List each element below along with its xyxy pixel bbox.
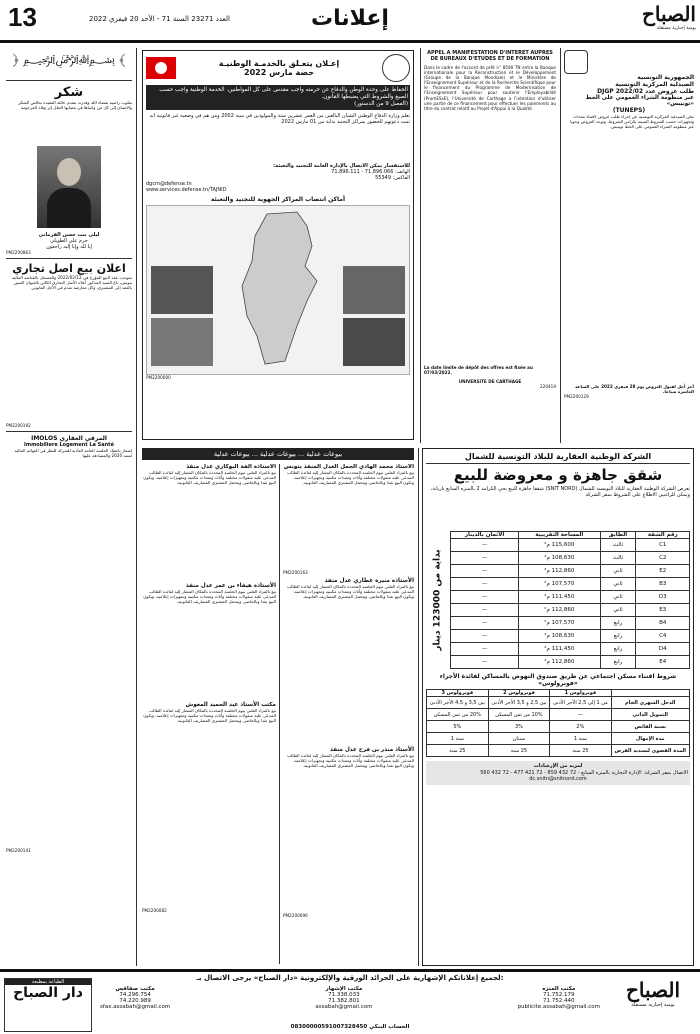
snit-company: الشركة الوطنية العقارية للبلاد التونسية للشمال xyxy=(426,452,690,464)
table-row xyxy=(451,617,690,630)
military-photo xyxy=(343,266,405,314)
imolos-subtitle: Immobiliere Logement La Santé xyxy=(24,442,114,449)
calligraphy-verse: ﴿ ﷽ ﴾ xyxy=(6,50,132,81)
table-cell: — xyxy=(451,539,519,552)
military-lead: الحفاظ على وحدة الوطن والدفاع عن حرمته واجب مقدس على كل المواطنين. الخدمة الوطنية واجب حسب الصيغ والشروط التي يضبطها القانون. (الفصل 9 من الدستور) xyxy=(146,85,410,110)
table-cell: — xyxy=(451,604,519,617)
table-cell: B4 xyxy=(636,617,690,630)
appel-title: APPEL A MANIFESTATION D'INTERET AUPRES DE BUREAUX D'ETUDES ET DE FORMATION xyxy=(427,50,553,62)
footer-headline: لجميع إعلاناتكم الإشهارية على الجرائد الورقية والإلكترونية «دار الصباح» يرجى الاتصال بـ: xyxy=(196,974,504,982)
tuneps-ref: PM2200129 xyxy=(564,394,589,400)
table-cell: ثاني xyxy=(600,565,636,578)
table-row xyxy=(427,697,690,709)
table-cell: 20% من ثمن المسكن xyxy=(427,709,489,721)
table-cell: المدة القصوى لتسديد القرض xyxy=(611,745,689,757)
table-cell: سنتان xyxy=(488,733,550,745)
snit-units-table xyxy=(450,531,690,669)
footer-ad xyxy=(0,969,700,1034)
table-cell: رابع xyxy=(600,643,636,656)
snit-contact: لمزيد من الإرشادات الاتصال بمقر الشركة: الإدارة التجارية بالمنزه السابع - 72 432 859 - 72 421 477 - 72 432 560 dc.snitn@snitnord.com xyxy=(426,761,690,785)
table-header: فوبرولوس 1 xyxy=(550,690,611,697)
table-cell: ثاني xyxy=(600,604,636,617)
appel-deadline: La date limite de dépôt des offres est fixée au 07/03/2022. xyxy=(424,365,533,376)
table-cell: بين 2,5 و 3,5 الأجر الأدنى xyxy=(488,697,550,709)
table-cell: E3 xyxy=(636,604,690,617)
table-cell: — xyxy=(451,617,519,630)
military-service-ad xyxy=(142,50,414,440)
table-cell: 108,630 م² xyxy=(519,630,600,643)
table-row xyxy=(451,552,690,565)
table-row xyxy=(451,630,690,643)
table-cell: 25 سنة xyxy=(488,745,550,757)
table-cell: — xyxy=(550,709,611,721)
military-map-title: أماكن انتصاب المراكز الجهوية للتجنيد والتعبئة xyxy=(210,196,346,203)
sale-notice-body: بموجب عقد البيع المؤرخ في 2022/02/12 والمسجل بالقباضة المالية بتونس، باع السيد المذكور أعلاه الأصل التجاري الكائن بالعنوان المبين بالعقد إلى المشتري، وكل معارضة تقدم في الأجل القانوني xyxy=(11,275,132,291)
table-cell: — xyxy=(451,643,519,656)
imolos-body: إشعار بانعقاد الجلسة العامة العادية للشركة للنظر في القوائم المالية لسنة 2020 والمصادقة عليها xyxy=(14,448,132,459)
tuneps-subject2: عبر منظومة الشراء العمومي على الخط «تونيبس» xyxy=(585,95,694,107)
judicial-ad-body: بيع بالمزاد العلني بيوم الجلسة المحددة بالمكان المشار إليه لفائدة الطالب المدعى عليه منقولات مختلفة وأثاث ومعدات مكتبية وتجهيزات إعلامية، ويكون البيع نقدا وبالحاضر، ويتحمل المشتري المصاريف القانونية. xyxy=(143,708,276,724)
table-cell: 25 سنة xyxy=(427,745,489,757)
masthead-logo xyxy=(600,2,696,36)
snit-ad xyxy=(422,448,694,966)
section-title: إعلانات xyxy=(311,6,389,31)
pharmacy-logo-icon xyxy=(564,50,588,74)
table-cell: C1 xyxy=(636,539,690,552)
table-cell: 5% xyxy=(427,721,489,733)
table-header: رقم الشقة xyxy=(636,532,690,539)
judicial-ad-ref: PM2200163 xyxy=(283,570,308,575)
judicial-ad-body: بيع بالمزاد العلني بيوم الجلسة المحددة بالمكان المشار إليه لفائدة الطالب المدعى عليه منقولات مختلفة وأثاث ومعدات مكتبية وتجهيزات إعلامية، ويكون البيع نقدا وبالحاضر، ويتحمل المشتري المصاريف القانونية. xyxy=(287,753,414,769)
judicial-ad-title: مكتب الأستاذ عبد الحميد المغوش xyxy=(185,702,276,708)
judicial-ad-title: الأستاذ منذر بن فرح عدل منفذ xyxy=(330,747,414,754)
left-column xyxy=(6,50,132,965)
table-header: المساحة التقريبية xyxy=(519,532,600,539)
table-cell: 25 سنة xyxy=(550,745,611,757)
table-cell: E4 xyxy=(636,656,690,669)
table-cell: ثاني xyxy=(600,591,636,604)
page-number: 13 xyxy=(8,2,37,32)
footer-logo-left: الطباعة بمطبعة دار الصباح xyxy=(4,978,92,1032)
tuneps-notice xyxy=(564,50,694,440)
table-cell: رابع xyxy=(600,630,636,643)
table-cell: 107,570 م² xyxy=(519,617,600,630)
judicial-ad-body: بيع بالمزاد العلني بيوم الجلسة المحددة بالمكان المشار إليه لفائدة الطالب المدعى عليه منقولات مختلفة وأثاث ومعدات مكتبية وتجهيزات إعلامية، ويكون البيع نقدا وبالحاضر، ويتحمل المشتري المصاريف القانونية. xyxy=(287,584,414,600)
table-row xyxy=(427,745,690,757)
ministry-emblem-icon xyxy=(382,54,410,82)
sale-notice xyxy=(6,262,132,428)
judicial-ad-body: بيع بالمزاد العلني بيوم الجلسة المحددة بالمكان المشار إليه لفائدة الطالب المدعى عليه منقولات مختلفة وأثاث ومعدات مكتبية وتجهيزات إعلامية، ويكون البيع نقدا وبالحاضر، ويتحمل المشتري المصاريف القانونية. xyxy=(143,470,276,486)
judicial-ad-title: الأستاذة ألفة البوكاري عدل منفذ xyxy=(186,464,276,470)
table-cell: رابع xyxy=(600,617,636,630)
appel-signature: UNIVERSITE DE CARTHAGE xyxy=(458,379,522,385)
military-banner: إعـلان يتعـلق بالخدمـة الوطنيـة xyxy=(218,59,340,68)
table-cell: D3 xyxy=(636,591,690,604)
table-cell: — xyxy=(451,630,519,643)
page-header xyxy=(0,0,700,43)
tuneps-org: الصيدلية المركزية التونسية xyxy=(615,81,694,88)
military-subbanner: حصة مارس 2022 xyxy=(244,68,314,77)
table-cell: 112,860 م² xyxy=(519,656,600,669)
judicial-ad-body: بيع بالمزاد العلني بيوم الجلسة المحددة بالمكان المشار إليه لفائدة الطالب المدعى عليه منقولات مختلفة وأثاث ومعدات مكتبية وتجهيزات إعلامية، ويكون البيع نقدا وبالحاضر، ويتحمل المشتري المصاريف القانونية. xyxy=(287,470,414,486)
table-cell: 107,570 م² xyxy=(519,578,600,591)
table-cell: الدخل الشهري الخام xyxy=(611,697,689,709)
military-notice: تعلم وزارة الدفاع الوطني الشبان البالغين من العمر عشرين سنة والمولودين في سنة 2002 ومن هم في وضعية غير قانونية أنه تمت دعوتهم للحضور بمراكز التجنيد بداية من 01 مارس 2022 xyxy=(149,113,410,125)
table-cell: C2 xyxy=(636,552,690,565)
table-cell: D4 xyxy=(636,643,690,656)
table-row xyxy=(451,565,690,578)
snit-price-vertical: بداية من 123000 دينار xyxy=(433,549,443,651)
appel-body: Dans le cadre de l'accord de prêt n° 8590 TN entre la Banque internationale pour la Reconstruction et le Développement (Groupe de la Banque Mondiale) et le Ministère de l'Enseignement Supérieur et de la Recherche Scientifique pour le financement du Programme de Modernisation de l'Enseignement Supérieur pour soutenir l'Employabilité (PromESsE), l'Université de Carthage a l'intention d'utiliser une partie de ce financement pour effectuer les paiements au titre du contrat relatif au Projet d'Appui à la Qualité. xyxy=(424,65,556,111)
table-row xyxy=(427,733,690,745)
footer-logo-right: الصباح يومية إخبارية مستقلة xyxy=(625,978,681,1008)
condolence-title: شكر xyxy=(54,85,84,100)
table-cell: رابع xyxy=(600,656,636,669)
judicial-ad-ref: PM2200096 xyxy=(283,913,308,919)
deceased-photo xyxy=(37,146,101,228)
deceased-name: ليلى بنت حسن القرماني xyxy=(38,232,100,238)
table-row xyxy=(451,643,690,656)
judicial-sales-left xyxy=(142,464,276,964)
snit-intro: تعرض الشركة الوطنية العقارية للبلاد التونسية للشمال (SNIT NORD) شققا جاهزة للبيع بحي الكرامة 2 بالمنزه السابع بأريانة، ويمكن للراغبين الاطلاع على الشروط بمقر الشركة xyxy=(430,486,690,498)
table-cell: 112,860 م² xyxy=(519,565,600,578)
judicial-ad-body: بيع بالمزاد العلني بيوم الجلسة المحددة بالمكان المشار إليه لفائدة الطالب المدعى عليه منقولات مختلفة وأثاث ومعدات مكتبية وتجهيزات إعلامية، ويكون البيع نقدا وبالحاضر، ويتحمل المشتري المصاريف القانونية. xyxy=(143,589,276,605)
table-header: فوبرولوس 2 xyxy=(488,690,550,697)
table-cell: — xyxy=(451,591,519,604)
table-cell: بين 3,5 و 4,5 الأجر الأدنى xyxy=(427,697,489,709)
imolos-ref: PM2200141 xyxy=(6,848,31,854)
military-photo xyxy=(151,266,213,314)
judicial-sales-right xyxy=(283,464,414,964)
condolence-ref: PM2200863 xyxy=(6,250,31,255)
tuneps-deadline: آخر أجل لقبول العروض يوم 28 فيفري 2022 على الساعة العاشرة صباحا. xyxy=(575,384,694,395)
tunisia-flag-icon xyxy=(146,57,176,79)
table-cell: E2 xyxy=(636,565,690,578)
table-cell: 111,450 م² xyxy=(519,643,600,656)
tuneps-title: الجمهورية التونسية xyxy=(637,74,694,81)
table-cell: — xyxy=(451,578,519,591)
table-cell: ثالث xyxy=(600,552,636,565)
judicial-ad-title: الأستاذ محمد الهادي الجمل العدل المنفذ بتونس xyxy=(283,464,414,470)
table-cell: — xyxy=(451,565,519,578)
table-row xyxy=(427,721,690,733)
column-divider xyxy=(420,48,421,443)
snit-loan-table xyxy=(426,689,690,757)
column-divider xyxy=(560,48,561,443)
table-cell: 108,630 م² xyxy=(519,552,600,565)
imolos-name: IMOLOS المرقي العقاري xyxy=(31,435,107,443)
tuneps-subject: طلب عروض عدد DJGP 2022/02 xyxy=(597,88,694,95)
table-cell: — xyxy=(451,656,519,669)
imolos-notice xyxy=(6,435,132,853)
footer-office: مكتب صفاقس 74.296.754 74.220.989 sfax.assabah@gmail.com xyxy=(100,986,171,1010)
military-photo xyxy=(151,318,213,366)
appel-ref: 220419 xyxy=(540,384,556,390)
judicial-ad-title: الأستاذة منيرة عطاري عدل منفذ xyxy=(324,578,414,585)
table-row xyxy=(451,656,690,669)
table-cell: 115,600 م² xyxy=(519,539,600,552)
table-row xyxy=(451,591,690,604)
table-cell: 112,860 م² xyxy=(519,604,600,617)
condolence-notice xyxy=(6,85,132,255)
table-row xyxy=(451,539,690,552)
table-row xyxy=(427,709,690,721)
table-row xyxy=(451,604,690,617)
column-divider xyxy=(136,48,137,966)
deceased-date: حرم علي الطويلي xyxy=(50,238,88,244)
table-header: الأثمان بالدينار xyxy=(451,532,519,539)
table-header: الطابق xyxy=(600,532,636,539)
sale-notice-title: اعلان بيع اصل تجاري xyxy=(12,262,126,276)
snit-loan-title: شروط اقتناء مسكن اجتماعي عن طريق صندوق النهوض بالمساكن لفائدة الأجراء «فوبرولوس» xyxy=(439,673,677,687)
tunisia-map xyxy=(146,205,410,375)
judicial-ad-title: الأستاذة هيفاء بن عمر عدل منفذ xyxy=(185,583,276,589)
table-cell: C4 xyxy=(636,630,690,643)
table-cell: سنة 1 xyxy=(550,733,611,745)
table-cell: ثالث xyxy=(600,539,636,552)
table-cell: مدة الإمهال xyxy=(611,733,689,745)
condolence-dua: إنا لله وإنا إليه راجعون xyxy=(46,244,92,250)
footer-bank: الحساب البنكي 08300000591007328450 xyxy=(290,1024,410,1030)
table-cell: 3% xyxy=(488,721,550,733)
column-divider xyxy=(279,464,280,964)
logo-text: الصباح xyxy=(641,2,696,26)
table-cell: نسبة الفائض xyxy=(611,721,689,733)
appel-manifestation xyxy=(424,50,556,440)
judicial-sales-banner: بيوعات عدلية ... بيوعات عدلية ... بيوعات عدلية xyxy=(142,448,414,460)
judicial-ad-ref: PM2200082 xyxy=(142,908,167,913)
table-cell: ثاني xyxy=(600,578,636,591)
footer-office: مكتب الإشهار 71.338.033 71.382.801 assabah@gmail.com xyxy=(315,986,373,1010)
snit-heading: شقق جاهزة و معروضة للبيع xyxy=(453,466,663,484)
table-cell: 10% من ثمن المسكن xyxy=(488,709,550,721)
table-cell: B3 xyxy=(636,578,690,591)
issue-line: العدد 23271 السنة 71 - الأحد 20 فيفري 2022 xyxy=(88,15,230,23)
table-cell: التمويل الذاتي xyxy=(611,709,689,721)
table-row xyxy=(451,578,690,591)
table-cell: من 1 إلى 2,5 الأجر الأدنى xyxy=(550,697,611,709)
table-header: فوبرولوس 3 xyxy=(427,690,489,697)
military-contact: للاستفسار يمكن الاتصال بالإدارة العامة للتجنيد والتعبئة: الهاتف: 71.896.066 - 71.896.111 الفاكس: 55349 dgcm@defense.tn www.services.defense.tn/TAJNID xyxy=(146,163,410,193)
table-cell: — xyxy=(451,552,519,565)
table-cell: 2% xyxy=(550,721,611,733)
military-ref: PM2200000 xyxy=(146,375,171,380)
tuneps-latin: (TUNEPS) xyxy=(612,107,646,114)
footer-office: مكتب المنزه 71.752.179 71.752.440 publicite.assabah@gmail.com xyxy=(517,986,600,1010)
column-divider xyxy=(418,448,419,966)
military-photo xyxy=(343,318,405,366)
tuneps-body: تعلن الصيدلية المركزية التونسية عن إجراء طلب عروض لاقتناء معدات وتجهيزات حسب الشروط المبينة بكراس الشروط. وتوجه العروض وجوبا عبر منظومة الشراء العمومي على الخط تونيبس. xyxy=(570,114,694,130)
logo-tagline: يومية إخبارية مستقلة xyxy=(656,26,696,31)
table-cell: 111,450 م² xyxy=(519,591,600,604)
condolence-intro: بقلوب راضية بقضاء الله وقدره، تتقدم عائلة الفقيدة بخالص الشكر والامتنان إلى كل من واساها في مصابها الجلل إثر وفاة المرحومة xyxy=(18,100,132,111)
table-cell: سنة 1 xyxy=(427,733,489,745)
sale-notice-ref: PM2200192 xyxy=(6,423,31,429)
